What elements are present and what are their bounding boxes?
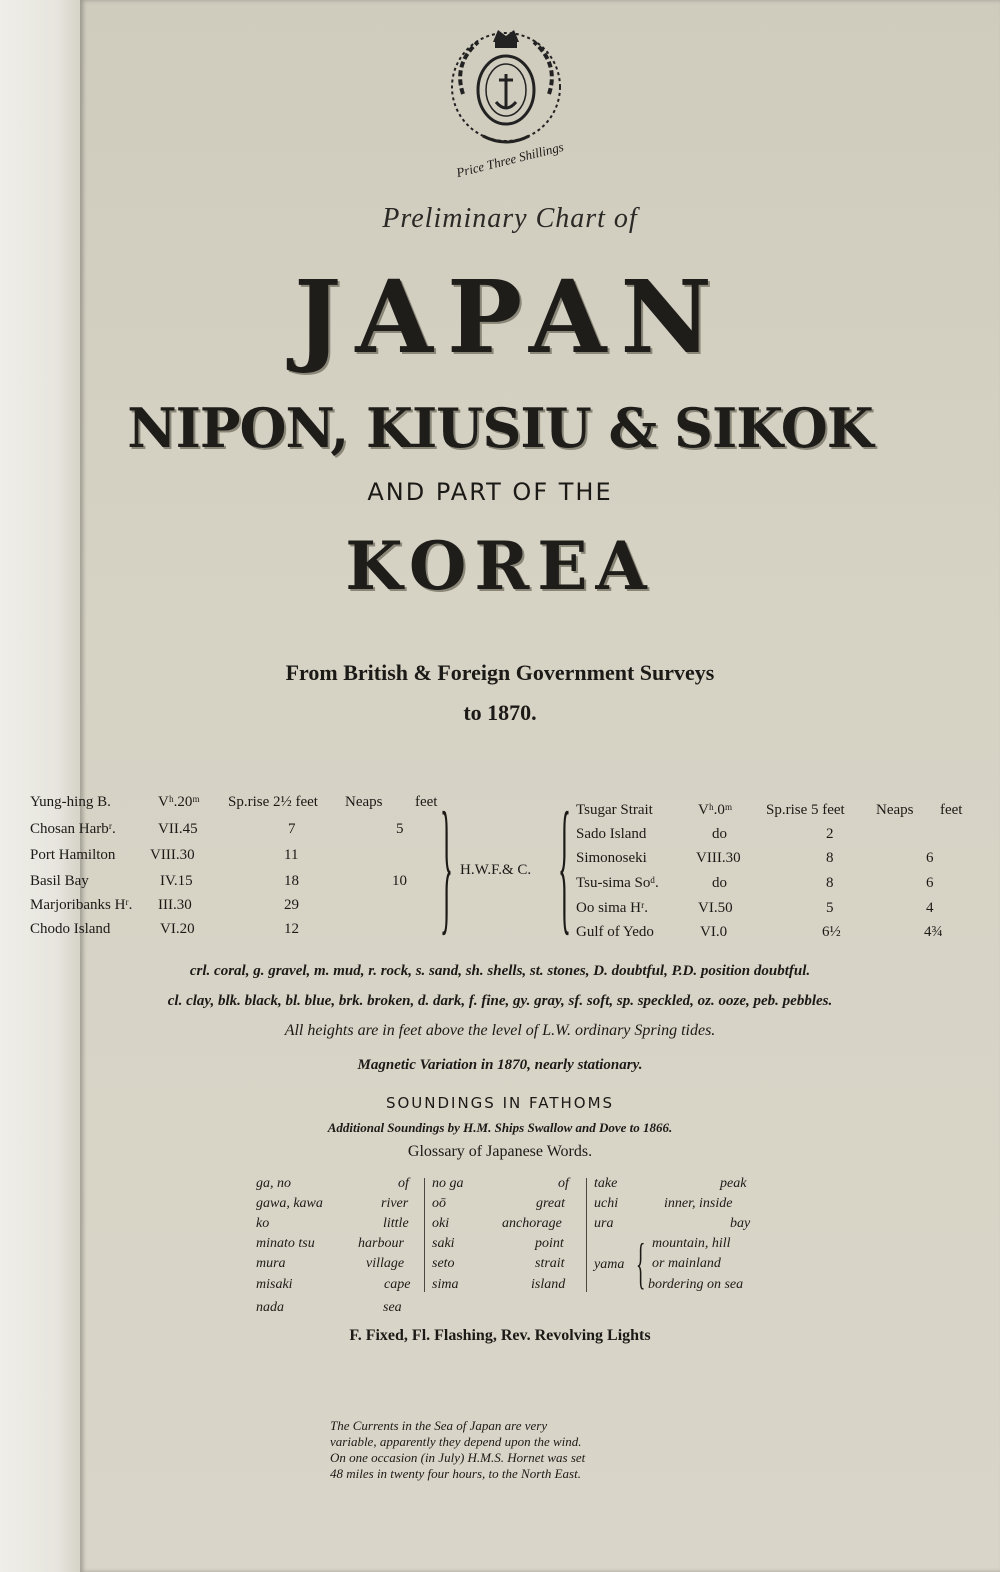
magnetic-variation-note: Magnetic Variation in 1870, nearly stationary. <box>357 1057 643 1073</box>
yama-brace: { <box>636 1233 646 1295</box>
tide-row: Simonoseki VIII.30 8 6 <box>576 850 934 866</box>
tide-row: Gulf of Yedo VI.0 6½ 4¾ <box>576 924 943 940</box>
right-brace: { <box>558 782 571 948</box>
tide-row: Oo sima Hʳ. VI.50 5 4 <box>576 900 934 916</box>
hydrographic-office-seal-icon <box>443 24 569 150</box>
tide-row: Marjoribanks Hʳ. III.30 29 <box>30 897 299 913</box>
left-brace: } <box>440 782 453 948</box>
tide-row: Sado Island do 2 <box>576 826 834 842</box>
tide-row: Port Hamilton VIII.30 11 <box>30 847 299 863</box>
heights-note: All heights are in feet above the level of L.W. ordinary Spring tides. <box>284 1022 716 1039</box>
tide-row: Chosan Harbʳ. VII.45 7 5 <box>30 821 404 837</box>
price-label: Price Three Shillings <box>454 138 566 181</box>
glossary-divider <box>586 1178 587 1292</box>
glossary-divider <box>424 1178 425 1292</box>
abbreviations-line-1: crl. coral, g. gravel, m. mud, r. rock, s. sand, sh. shells, st. stones, D. doubtful, P.D. position doubtful. <box>189 963 811 979</box>
soundings-heading: SOUNDINGS IN FATHOMS <box>385 1094 615 1112</box>
tide-row: Chodo Island VI.20 12 <box>30 921 299 937</box>
lights-legend: F. Fixed, Fl. Flashing, Rev. Revolving Lights <box>349 1327 651 1344</box>
adjacent-sheet-edge <box>0 0 80 1572</box>
tide-row: Basil Bay IV.15 18 10 <box>30 873 407 889</box>
surveys-source: From British & Foreign Government Surveys <box>285 660 715 685</box>
currents-note: The Currents in the Sea of Japan are very variable, apparently they depend upon the wind. On one occasion (in July) H.M.S. Hornet was set 48 miles in twenty four hours, to the North East. <box>330 1418 586 1481</box>
tide-row: Tsugar Strait Vʰ.0ᵐ Sp.rise 5 feet Neaps feet <box>576 802 963 818</box>
additional-soundings-note: Additional Soundings by H.M. Ships Swallow and Dove to 1866. <box>327 1120 673 1135</box>
title-islands: NIPON, KIUSIU & SIKOK <box>127 396 873 460</box>
tide-row: Yung-hing B. Vʰ.20ᵐ Sp.rise 2½ feet Neaps feet <box>30 794 438 810</box>
abbreviations-line-2: cl. clay, blk. black, bl. blue, brk. broken, d. dark, f. fine, gy. gray, sf. soft, sp. speckled, oz. ooze, peb. pebbles. <box>167 993 833 1009</box>
surveys-year: to 1870. <box>463 700 537 725</box>
tide-row: Tsu-sima Soᵈ. do 8 6 <box>576 875 934 891</box>
subtitle-and-part: AND PART OF THE <box>367 478 613 506</box>
glossary-title: Glossary of Japanese Words. <box>407 1143 593 1160</box>
preliminary-chart-label: Preliminary Chart of <box>382 203 638 234</box>
title-japan: JAPAN <box>294 258 726 376</box>
hwfc-label: H.W.F.& C. <box>460 862 532 878</box>
title-korea: KOREA <box>345 527 655 605</box>
